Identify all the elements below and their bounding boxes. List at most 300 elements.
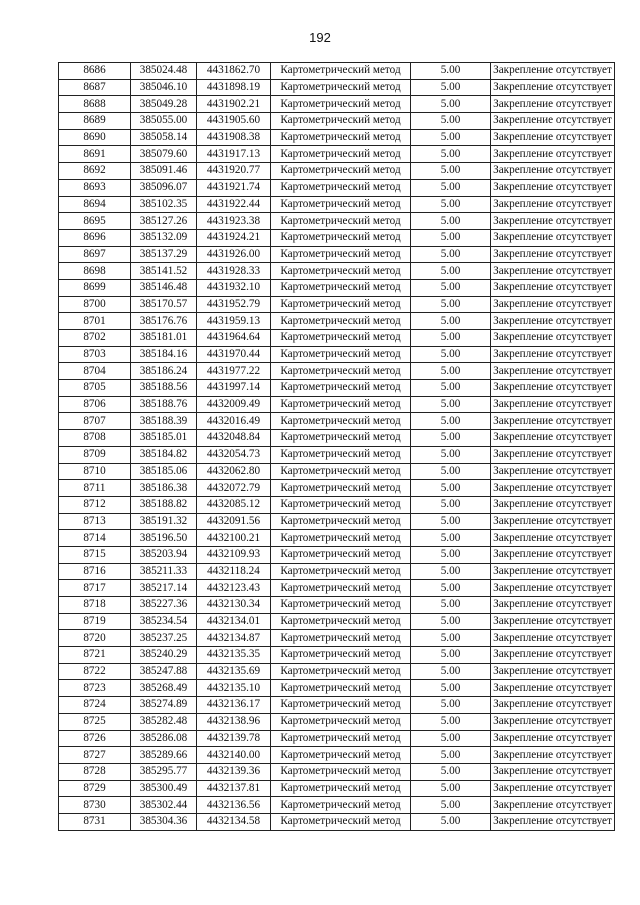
accuracy-cell: 5.00 [411, 430, 491, 447]
accuracy-cell: 5.00 [411, 263, 491, 280]
x-coordinate-cell: 385079.60 [131, 146, 197, 163]
point-number-cell: 8692 [59, 163, 131, 180]
fixing-cell: Закрепление отсутствует [491, 163, 615, 180]
table-row [59, 763, 615, 780]
accuracy-cell: 5.00 [411, 630, 491, 647]
y-coordinate-cell: 4432135.10 [197, 680, 271, 697]
point-number-cell: 8695 [59, 213, 131, 230]
point-number-cell: 8707 [59, 413, 131, 430]
accuracy-cell: 5.00 [411, 113, 491, 130]
fixing-cell: Закрепление отсутствует [491, 546, 615, 563]
y-coordinate-cell: 4431908.38 [197, 129, 271, 146]
method-cell: Картометрический метод [271, 279, 411, 296]
table-row [59, 113, 615, 130]
method-cell: Картометрический метод [271, 313, 411, 330]
method-cell: Картометрический метод [271, 229, 411, 246]
x-coordinate-cell: 385024.48 [131, 63, 197, 80]
x-coordinate-cell: 385196.50 [131, 530, 197, 547]
table-row [59, 279, 615, 296]
fixing-cell: Закрепление отсутствует [491, 229, 615, 246]
y-coordinate-cell: 4432016.49 [197, 413, 271, 430]
fixing-cell: Закрепление отсутствует [491, 647, 615, 664]
accuracy-cell: 5.00 [411, 763, 491, 780]
method-cell: Картометрический метод [271, 163, 411, 180]
accuracy-cell: 5.00 [411, 597, 491, 614]
point-number-cell: 8721 [59, 647, 131, 664]
fixing-cell: Закрепление отсутствует [491, 697, 615, 714]
fixing-cell: Закрепление отсутствует [491, 680, 615, 697]
accuracy-cell: 5.00 [411, 380, 491, 397]
method-cell: Картометрический метод [271, 330, 411, 347]
table-row [59, 446, 615, 463]
table-row [59, 647, 615, 664]
table-row [59, 363, 615, 380]
method-cell: Картометрический метод [271, 763, 411, 780]
fixing-cell: Закрепление отсутствует [491, 563, 615, 580]
table-row [59, 213, 615, 230]
point-number-cell: 8689 [59, 113, 131, 130]
y-coordinate-cell: 4431932.10 [197, 279, 271, 296]
y-coordinate-cell: 4432135.35 [197, 647, 271, 664]
fixing-cell: Закрепление отсутствует [491, 747, 615, 764]
table-row [59, 580, 615, 597]
point-number-cell: 8705 [59, 380, 131, 397]
method-cell: Картометрический метод [271, 296, 411, 313]
table-row [59, 196, 615, 213]
accuracy-cell: 5.00 [411, 780, 491, 797]
x-coordinate-cell: 385289.66 [131, 747, 197, 764]
method-cell: Картометрический метод [271, 63, 411, 80]
point-number-cell: 8708 [59, 430, 131, 447]
x-coordinate-cell: 385247.88 [131, 663, 197, 680]
accuracy-cell: 5.00 [411, 463, 491, 480]
table-row [59, 697, 615, 714]
point-number-cell: 8722 [59, 663, 131, 680]
table-row [59, 79, 615, 96]
method-cell: Картометрический метод [271, 246, 411, 263]
y-coordinate-cell: 4432085.12 [197, 496, 271, 513]
x-coordinate-cell: 385203.94 [131, 546, 197, 563]
point-number-cell: 8698 [59, 263, 131, 280]
fixing-cell: Закрепление отсутствует [491, 263, 615, 280]
table-row [59, 246, 615, 263]
x-coordinate-cell: 385237.25 [131, 630, 197, 647]
point-number-cell: 8691 [59, 146, 131, 163]
y-coordinate-cell: 4431926.00 [197, 246, 271, 263]
y-coordinate-cell: 4432138.96 [197, 713, 271, 730]
y-coordinate-cell: 4432100.21 [197, 530, 271, 547]
y-coordinate-cell: 4431928.33 [197, 263, 271, 280]
table-row [59, 530, 615, 547]
y-coordinate-cell: 4431977.22 [197, 363, 271, 380]
fixing-cell: Закрепление отсутствует [491, 146, 615, 163]
point-number-cell: 8730 [59, 797, 131, 814]
point-number-cell: 8731 [59, 813, 131, 830]
table-row [59, 747, 615, 764]
x-coordinate-cell: 385058.14 [131, 129, 197, 146]
table-row [59, 346, 615, 363]
fixing-cell: Закрепление отсутствует [491, 463, 615, 480]
method-cell: Картометрический метод [271, 713, 411, 730]
point-number-cell: 8704 [59, 363, 131, 380]
accuracy-cell: 5.00 [411, 663, 491, 680]
accuracy-cell: 5.00 [411, 330, 491, 347]
point-number-cell: 8699 [59, 279, 131, 296]
point-number-cell: 8725 [59, 713, 131, 730]
x-coordinate-cell: 385102.35 [131, 196, 197, 213]
method-cell: Картометрический метод [271, 680, 411, 697]
accuracy-cell: 5.00 [411, 63, 491, 80]
method-cell: Картометрический метод [271, 146, 411, 163]
point-number-cell: 8727 [59, 747, 131, 764]
y-coordinate-cell: 4432130.34 [197, 597, 271, 614]
table-row [59, 380, 615, 397]
accuracy-cell: 5.00 [411, 246, 491, 263]
accuracy-cell: 5.00 [411, 413, 491, 430]
point-number-cell: 8715 [59, 546, 131, 563]
y-coordinate-cell: 4432062.80 [197, 463, 271, 480]
y-coordinate-cell: 4432118.24 [197, 563, 271, 580]
page-number: 192 [309, 30, 331, 45]
accuracy-cell: 5.00 [411, 530, 491, 547]
accuracy-cell: 5.00 [411, 496, 491, 513]
table-row [59, 146, 615, 163]
point-number-cell: 8694 [59, 196, 131, 213]
y-coordinate-cell: 4431920.77 [197, 163, 271, 180]
fixing-cell: Закрепление отсутствует [491, 330, 615, 347]
fixing-cell: Закрепление отсутствует [491, 446, 615, 463]
fixing-cell: Закрепление отсутствует [491, 663, 615, 680]
y-coordinate-cell: 4432135.69 [197, 663, 271, 680]
fixing-cell: Закрепление отсутствует [491, 797, 615, 814]
accuracy-cell: 5.00 [411, 79, 491, 96]
method-cell: Картометрический метод [271, 346, 411, 363]
point-number-cell: 8710 [59, 463, 131, 480]
y-coordinate-cell: 4432134.87 [197, 630, 271, 647]
table-row [59, 229, 615, 246]
method-cell: Картометрический метод [271, 597, 411, 614]
method-cell: Картометрический метод [271, 780, 411, 797]
accuracy-cell: 5.00 [411, 163, 491, 180]
accuracy-cell: 5.00 [411, 546, 491, 563]
fixing-cell: Закрепление отсутствует [491, 313, 615, 330]
accuracy-cell: 5.00 [411, 513, 491, 530]
table-row [59, 96, 615, 113]
method-cell: Картометрический метод [271, 697, 411, 714]
method-cell: Картометрический метод [271, 647, 411, 664]
point-number-cell: 8726 [59, 730, 131, 747]
table-row [59, 630, 615, 647]
point-number-cell: 8686 [59, 63, 131, 80]
x-coordinate-cell: 385146.48 [131, 279, 197, 296]
y-coordinate-cell: 4431970.44 [197, 346, 271, 363]
point-number-cell: 8701 [59, 313, 131, 330]
y-coordinate-cell: 4432091.56 [197, 513, 271, 530]
point-number-cell: 8729 [59, 780, 131, 797]
x-coordinate-cell: 385091.46 [131, 163, 197, 180]
accuracy-cell: 5.00 [411, 196, 491, 213]
accuracy-cell: 5.00 [411, 346, 491, 363]
point-number-cell: 8688 [59, 96, 131, 113]
fixing-cell: Закрепление отсутствует [491, 380, 615, 397]
fixing-cell: Закрепление отсутствует [491, 580, 615, 597]
accuracy-cell: 5.00 [411, 480, 491, 497]
fixing-cell: Закрепление отсутствует [491, 129, 615, 146]
table-row [59, 613, 615, 630]
x-coordinate-cell: 385184.16 [131, 346, 197, 363]
y-coordinate-cell: 4432048.84 [197, 430, 271, 447]
accuracy-cell: 5.00 [411, 296, 491, 313]
method-cell: Картометрический метод [271, 196, 411, 213]
point-number-cell: 8703 [59, 346, 131, 363]
x-coordinate-cell: 385191.32 [131, 513, 197, 530]
point-number-cell: 8700 [59, 296, 131, 313]
accuracy-cell: 5.00 [411, 680, 491, 697]
accuracy-cell: 5.00 [411, 613, 491, 630]
x-coordinate-cell: 385217.14 [131, 580, 197, 597]
method-cell: Картометрический метод [271, 446, 411, 463]
accuracy-cell: 5.00 [411, 396, 491, 413]
method-cell: Картометрический метод [271, 413, 411, 430]
table-row [59, 413, 615, 430]
x-coordinate-cell: 385234.54 [131, 613, 197, 630]
x-coordinate-cell: 385188.76 [131, 396, 197, 413]
fixing-cell: Закрепление отсутствует [491, 613, 615, 630]
x-coordinate-cell: 385046.10 [131, 79, 197, 96]
accuracy-cell: 5.00 [411, 129, 491, 146]
x-coordinate-cell: 385286.08 [131, 730, 197, 747]
table-row [59, 129, 615, 146]
method-cell: Картометрический метод [271, 430, 411, 447]
y-coordinate-cell: 4431924.21 [197, 229, 271, 246]
x-coordinate-cell: 385132.09 [131, 229, 197, 246]
table-row [59, 680, 615, 697]
method-cell: Картометрический метод [271, 513, 411, 530]
accuracy-cell: 5.00 [411, 229, 491, 246]
fixing-cell: Закрепление отсутствует [491, 780, 615, 797]
x-coordinate-cell: 385268.49 [131, 680, 197, 697]
fixing-cell: Закрепление отсутствует [491, 730, 615, 747]
table-row [59, 780, 615, 797]
table-row [59, 546, 615, 563]
method-cell: Картометрический метод [271, 79, 411, 96]
method-cell: Картометрический метод [271, 363, 411, 380]
table-body [59, 63, 615, 831]
accuracy-cell: 5.00 [411, 313, 491, 330]
x-coordinate-cell: 385181.01 [131, 330, 197, 347]
method-cell: Картометрический метод [271, 747, 411, 764]
x-coordinate-cell: 385304.36 [131, 813, 197, 830]
x-coordinate-cell: 385188.82 [131, 496, 197, 513]
table-row [59, 813, 615, 830]
x-coordinate-cell: 385176.76 [131, 313, 197, 330]
point-number-cell: 8716 [59, 563, 131, 580]
method-cell: Картометрический метод [271, 613, 411, 630]
x-coordinate-cell: 385141.52 [131, 263, 197, 280]
method-cell: Картометрический метод [271, 563, 411, 580]
method-cell: Картометрический метод [271, 179, 411, 196]
accuracy-cell: 5.00 [411, 813, 491, 830]
table-row [59, 330, 615, 347]
table-row [59, 597, 615, 614]
y-coordinate-cell: 4431902.21 [197, 96, 271, 113]
fixing-cell: Закрепление отсутствует [491, 763, 615, 780]
method-cell: Картометрический метод [271, 129, 411, 146]
accuracy-cell: 5.00 [411, 747, 491, 764]
fixing-cell: Закрепление отсутствует [491, 630, 615, 647]
method-cell: Картометрический метод [271, 213, 411, 230]
accuracy-cell: 5.00 [411, 580, 491, 597]
point-number-cell: 8719 [59, 613, 131, 630]
fixing-cell: Закрепление отсутствует [491, 196, 615, 213]
table-row [59, 513, 615, 530]
accuracy-cell: 5.00 [411, 713, 491, 730]
x-coordinate-cell: 385185.06 [131, 463, 197, 480]
y-coordinate-cell: 4432137.81 [197, 780, 271, 797]
fixing-cell: Закрепление отсутствует [491, 430, 615, 447]
table-row [59, 296, 615, 313]
table-row [59, 797, 615, 814]
coordinates-table [58, 62, 615, 831]
point-number-cell: 8723 [59, 680, 131, 697]
y-coordinate-cell: 4432109.93 [197, 546, 271, 563]
method-cell: Картометрический метод [271, 546, 411, 563]
x-coordinate-cell: 385186.38 [131, 480, 197, 497]
x-coordinate-cell: 385188.56 [131, 380, 197, 397]
x-coordinate-cell: 385127.26 [131, 213, 197, 230]
table-row [59, 663, 615, 680]
point-number-cell: 8720 [59, 630, 131, 647]
accuracy-cell: 5.00 [411, 146, 491, 163]
method-cell: Картометрический метод [271, 480, 411, 497]
x-coordinate-cell: 385227.36 [131, 597, 197, 614]
fixing-cell: Закрепление отсутствует [491, 63, 615, 80]
method-cell: Картометрический метод [271, 797, 411, 814]
table-row [59, 463, 615, 480]
fixing-cell: Закрепление отсутствует [491, 530, 615, 547]
y-coordinate-cell: 4432139.36 [197, 763, 271, 780]
fixing-cell: Закрепление отсутствует [491, 179, 615, 196]
accuracy-cell: 5.00 [411, 213, 491, 230]
accuracy-cell: 5.00 [411, 363, 491, 380]
method-cell: Картометрический метод [271, 630, 411, 647]
point-number-cell: 8718 [59, 597, 131, 614]
fixing-cell: Закрепление отсутствует [491, 246, 615, 263]
y-coordinate-cell: 4432072.79 [197, 480, 271, 497]
y-coordinate-cell: 4431862.70 [197, 63, 271, 80]
point-number-cell: 8690 [59, 129, 131, 146]
fixing-cell: Закрепление отсутствует [491, 396, 615, 413]
method-cell: Картометрический метод [271, 580, 411, 597]
y-coordinate-cell: 4431952.79 [197, 296, 271, 313]
method-cell: Картометрический метод [271, 730, 411, 747]
table-row [59, 713, 615, 730]
y-coordinate-cell: 4431922.44 [197, 196, 271, 213]
point-number-cell: 8693 [59, 179, 131, 196]
fixing-cell: Закрепление отсутствует [491, 513, 615, 530]
point-number-cell: 8717 [59, 580, 131, 597]
y-coordinate-cell: 4432123.43 [197, 580, 271, 597]
y-coordinate-cell: 4432139.78 [197, 730, 271, 747]
fixing-cell: Закрепление отсутствует [491, 713, 615, 730]
accuracy-cell: 5.00 [411, 730, 491, 747]
fixing-cell: Закрепление отсутствует [491, 296, 615, 313]
x-coordinate-cell: 385188.39 [131, 413, 197, 430]
point-number-cell: 8702 [59, 330, 131, 347]
point-number-cell: 8728 [59, 763, 131, 780]
x-coordinate-cell: 385300.49 [131, 780, 197, 797]
accuracy-cell: 5.00 [411, 179, 491, 196]
accuracy-cell: 5.00 [411, 647, 491, 664]
fixing-cell: Закрепление отсутствует [491, 213, 615, 230]
accuracy-cell: 5.00 [411, 697, 491, 714]
x-coordinate-cell: 385282.48 [131, 713, 197, 730]
point-number-cell: 8712 [59, 496, 131, 513]
point-number-cell: 8706 [59, 396, 131, 413]
y-coordinate-cell: 4432134.58 [197, 813, 271, 830]
table-row [59, 163, 615, 180]
point-number-cell: 8711 [59, 480, 131, 497]
x-coordinate-cell: 385185.01 [131, 430, 197, 447]
point-number-cell: 8709 [59, 446, 131, 463]
method-cell: Картометрический метод [271, 263, 411, 280]
x-coordinate-cell: 385184.82 [131, 446, 197, 463]
x-coordinate-cell: 385137.29 [131, 246, 197, 263]
table-row [59, 313, 615, 330]
fixing-cell: Закрепление отсутствует [491, 413, 615, 430]
y-coordinate-cell: 4432136.17 [197, 697, 271, 714]
fixing-cell: Закрепление отсутствует [491, 279, 615, 296]
method-cell: Картометрический метод [271, 380, 411, 397]
y-coordinate-cell: 4432009.49 [197, 396, 271, 413]
y-coordinate-cell: 4432054.73 [197, 446, 271, 463]
table-row [59, 563, 615, 580]
x-coordinate-cell: 385055.00 [131, 113, 197, 130]
point-number-cell: 8724 [59, 697, 131, 714]
method-cell: Картометрический метод [271, 396, 411, 413]
method-cell: Картометрический метод [271, 663, 411, 680]
point-number-cell: 8713 [59, 513, 131, 530]
x-coordinate-cell: 385186.24 [131, 363, 197, 380]
fixing-cell: Закрепление отсутствует [491, 480, 615, 497]
y-coordinate-cell: 4432134.01 [197, 613, 271, 630]
accuracy-cell: 5.00 [411, 797, 491, 814]
y-coordinate-cell: 4431964.64 [197, 330, 271, 347]
y-coordinate-cell: 4431997.14 [197, 380, 271, 397]
method-cell: Картометрический метод [271, 463, 411, 480]
fixing-cell: Закрепление отсутствует [491, 113, 615, 130]
fixing-cell: Закрепление отсутствует [491, 496, 615, 513]
accuracy-cell: 5.00 [411, 96, 491, 113]
point-number-cell: 8697 [59, 246, 131, 263]
x-coordinate-cell: 385170.57 [131, 296, 197, 313]
x-coordinate-cell: 385096.07 [131, 179, 197, 196]
y-coordinate-cell: 4431921.74 [197, 179, 271, 196]
x-coordinate-cell: 385274.89 [131, 697, 197, 714]
y-coordinate-cell: 4431898.19 [197, 79, 271, 96]
fixing-cell: Закрепление отсутствует [491, 597, 615, 614]
y-coordinate-cell: 4431905.60 [197, 113, 271, 130]
table-row [59, 263, 615, 280]
table-row [59, 396, 615, 413]
x-coordinate-cell: 385049.28 [131, 96, 197, 113]
fixing-cell: Закрепление отсутствует [491, 79, 615, 96]
table-row [59, 179, 615, 196]
accuracy-cell: 5.00 [411, 563, 491, 580]
table-row [59, 496, 615, 513]
fixing-cell: Закрепление отсутствует [491, 813, 615, 830]
y-coordinate-cell: 4431917.13 [197, 146, 271, 163]
